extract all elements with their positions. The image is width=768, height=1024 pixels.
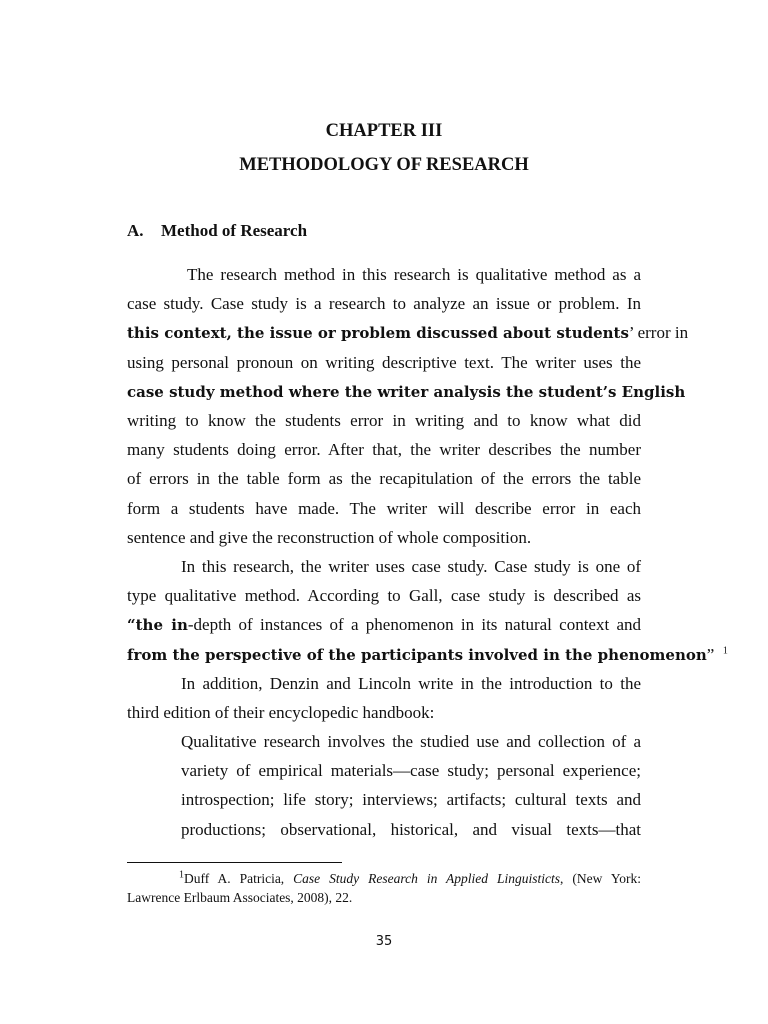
section-heading-text: Method of Research bbox=[161, 221, 308, 240]
paragraph-line: case study. Case study is a research to analyze an issue or problem. In bbox=[127, 294, 641, 314]
section-marker: A. bbox=[127, 221, 144, 240]
footnote-line bbox=[127, 869, 641, 888]
paragraph-line: sentence and give the reconstruction of whole composition. bbox=[127, 527, 532, 547]
quote-line: productions; observational, historical, and visual texts—that bbox=[181, 819, 641, 839]
paragraph-line: using personal pronoun on writing descriptive text. The writer uses the bbox=[127, 352, 641, 372]
bold-text: case study method where the writer analysis the student’s English bbox=[127, 382, 686, 401]
page-number: 35 bbox=[375, 934, 393, 949]
paragraph-line bbox=[127, 318, 689, 347]
chapter-subtitle: METHODOLOGY OF RESEARCH bbox=[239, 155, 529, 175]
footnote-divider bbox=[127, 862, 342, 863]
paragraph-line: The research method in this research is qualitative method as a bbox=[187, 265, 641, 284]
footnote-number: 1 bbox=[179, 869, 184, 881]
paragraph-line: In this research, the writer uses case study. Case study is one of bbox=[181, 557, 641, 576]
footnote-text: , (New York: bbox=[560, 871, 642, 886]
bold-text: “the in bbox=[127, 616, 188, 635]
paragraph-text: ” bbox=[706, 644, 715, 664]
footnote-author: Duff A. Patricia, bbox=[184, 871, 294, 886]
paragraph-line: many students doing error. After that, the writer describes the number bbox=[127, 440, 641, 460]
paragraph-denzin bbox=[127, 669, 641, 727]
paragraph-text: ’ error in bbox=[628, 323, 689, 343]
paragraph-line bbox=[127, 377, 686, 406]
footnote-book-title: Case Study Research in Applied Linguisticts bbox=[293, 871, 561, 886]
bold-text: from the perspective of the participants involved in the phenomenon bbox=[127, 645, 707, 664]
quote-line: Qualitative research involves the studied use and collection of a bbox=[181, 732, 641, 751]
paragraph-case-study bbox=[127, 552, 728, 669]
paragraph-line: of errors in the table form as the recapitulation of the errors the table bbox=[127, 469, 641, 489]
paragraph-text: -depth of instances of a phenomenon in its natural context and bbox=[187, 615, 641, 635]
paragraph-line: In addition, Denzin and Lincoln write in the introduction to the bbox=[181, 674, 641, 693]
footnote-reference[interactable]: 1 bbox=[722, 644, 728, 656]
footnote bbox=[127, 869, 641, 907]
paragraph-line: form a students have made. The writer will describe error in each bbox=[127, 498, 641, 518]
chapter-title: CHAPTER III bbox=[325, 121, 443, 141]
paragraph-line: type qualitative method. According to Gall, case study is described as bbox=[127, 586, 641, 606]
paragraph-method bbox=[127, 260, 689, 552]
footnote-line: Lawrence Erlbaum Associates, 2008), 22. bbox=[127, 890, 353, 905]
block-quote bbox=[181, 727, 641, 844]
quote-line: variety of empirical materials—case study; personal experience; bbox=[181, 761, 641, 781]
paragraph-line: writing to know the students error in writing and to know what did bbox=[127, 410, 641, 430]
paragraph-line bbox=[127, 640, 728, 669]
paragraph-line: third edition of their encyclopedic handbook: bbox=[127, 703, 435, 723]
bold-text: this context, the issue or problem discussed about students bbox=[127, 324, 629, 343]
section-heading bbox=[127, 219, 307, 243]
paragraph-line bbox=[127, 610, 641, 639]
quote-line: introspection; life story; interviews; artifacts; cultural texts and bbox=[181, 790, 641, 810]
